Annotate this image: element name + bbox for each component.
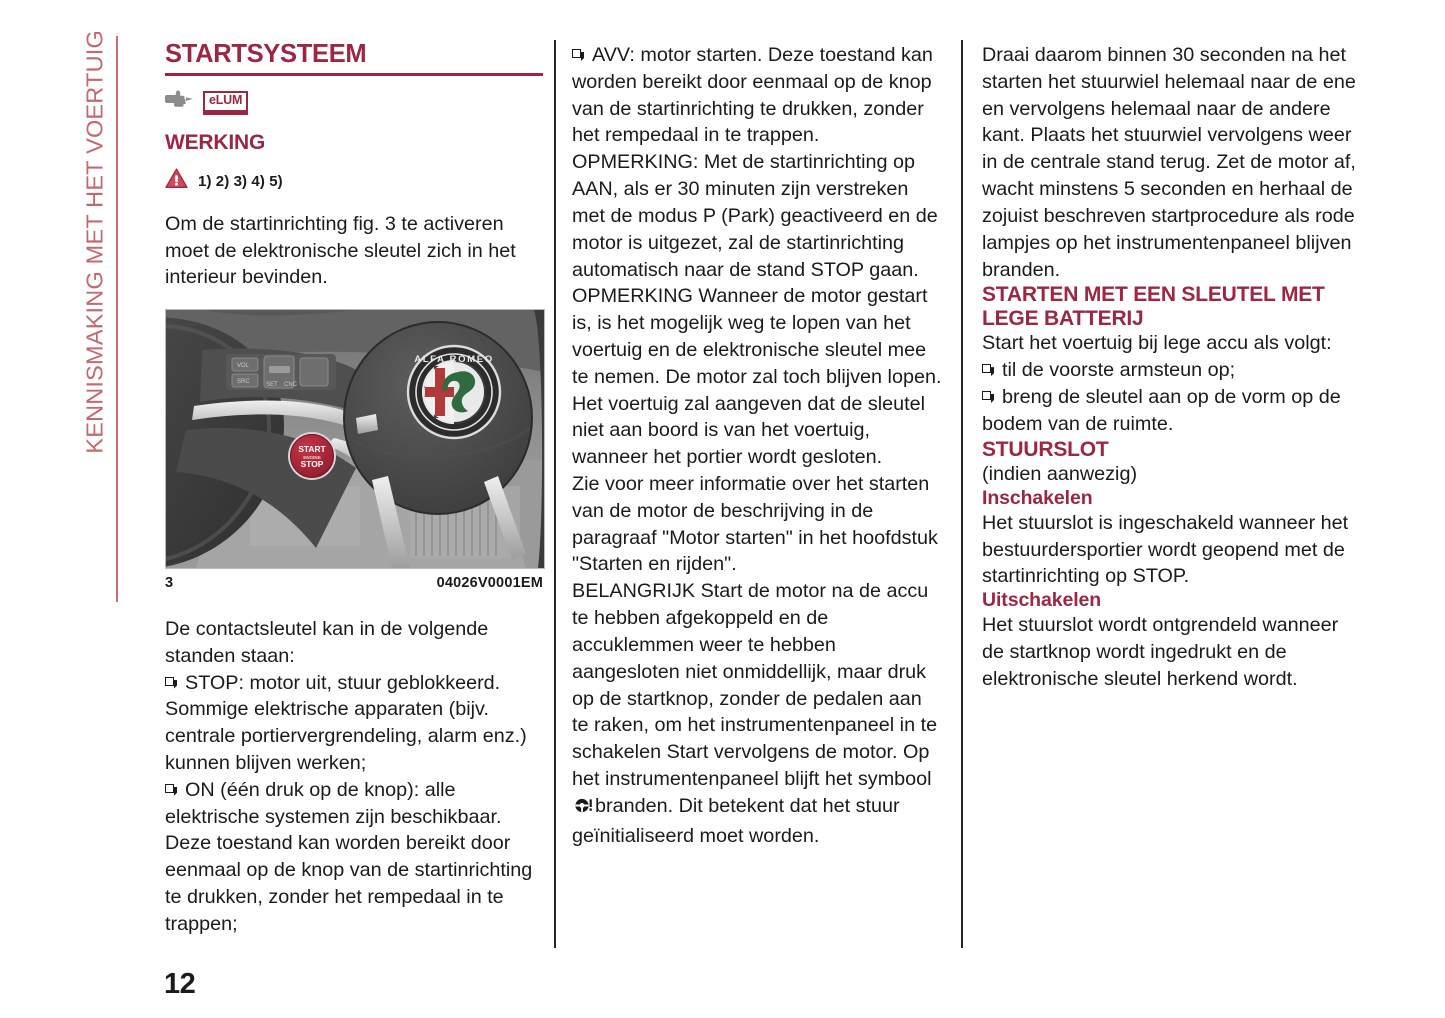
lege-bullet-1 (982, 357, 1357, 384)
important-text-part-2: branden. Dit betekent dat het stuur geïnitialiseerd moet worden. (572, 794, 900, 847)
important-text-part-1: BELANGRIJK Start de motor na de accu te hebben afgekoppeld en de accuklemmen weer te hebben aangesloten niet onmiddellijk, maar druk op de startknop, zonder de pedalen aan te raken, om het instrumentenpaneel in te schakelen Start vervolgens de motor. Op het instrumentenpaneel blijft het symbool (572, 580, 938, 790)
important-paragraph (572, 578, 942, 849)
figure-3 (165, 309, 543, 594)
svg-text:ALFA ROMEO: ALFA ROMEO (414, 354, 494, 366)
steering-wheel-illustration (166, 310, 544, 568)
figure-image (165, 309, 545, 569)
square-bullet-icon (165, 677, 178, 690)
warning-reference-row (165, 168, 543, 197)
pointing-hand-icon (165, 89, 195, 117)
stuurslot-subtitle: (indien aanwezig) (982, 463, 1138, 486)
bullet-on (165, 777, 543, 938)
svg-text:CNC: CNC (284, 382, 297, 389)
svg-text:SET: SET (266, 382, 278, 389)
figure-number: 3 (165, 575, 174, 592)
heading-starten-lege-batterij: STARTEN MET EEN SLEUTEL MET LEGE BATTERIJ (982, 283, 1325, 330)
note-paragraph-2: OPMERKING Wanneer de motor gestart is, is het mogelijk weg te lopen van het voertuig en de elektronische sleutel mee te nemen. De motor zal toch blijven lopen. Het voertuig zal aangeven dat de sleutel niet aan boord is van het voertuig, wanneer het portier wordt gesloten. (572, 285, 942, 469)
intro-paragraph: Om de startinrichting fig. 3 te activeren moet de elektronische sleutel zich in het interieur bevinden. (165, 212, 516, 289)
elum-badge[interactable]: eLUM (203, 91, 248, 115)
bullet-stop (165, 670, 543, 777)
steering-init-paragraph: Draai daarom binnen 30 seconden na het starten het stuurwiel helemaal naar de ene en vervolgens helemaal naar de andere kant. Plaats het stuurwiel vervolgens weer in de centrale stand terug. Zet de motor af, wacht minstens 5 seconden en herhaal de zojuist beschreven startprocedure als rode lampjes op het instrumentenpaneel blijven branden. (982, 44, 1356, 281)
column-one (165, 42, 543, 938)
lege-bullet-2-text: breng de sleutel aan op de vorm op de bodem van de ruimte. (982, 385, 1341, 435)
svg-text:ENGINE: ENGINE (303, 455, 321, 461)
figure-caption (165, 574, 543, 594)
column-divider-1 (554, 40, 556, 948)
alfa-romeo-logo (408, 346, 500, 438)
heading-uitschakelen: Uitschakelen (982, 589, 1102, 612)
chapter-title-vertical: KENNISMAKING MET HET VOERTUIG (81, 30, 108, 454)
elum-reference-row (165, 91, 543, 115)
section-heading-werking: WERKING (165, 130, 266, 154)
inschakelen-paragraph: Het stuurslot is ingeschakeld wanneer het bestuurdersportier wordt geopend met de startinrichting op STOP. (982, 511, 1349, 588)
start-stop-button (288, 432, 336, 480)
svg-text:STOP: STOP (300, 459, 324, 470)
warning-reference-list: 1) 2) 3) 4) 5) (198, 173, 283, 191)
page-number: 12 (164, 968, 196, 1000)
column-three (982, 42, 1357, 692)
warning-triangle-icon (165, 168, 188, 197)
svg-text:VOL: VOL (237, 363, 250, 370)
column-divider-2 (961, 40, 963, 948)
steering-wheel-warning-icon (574, 796, 593, 823)
heading-stuurslot: STUURSLOT (982, 437, 1109, 461)
bullet-on-text: ON (één druk op de knop): alle elektrische systemen zijn beschikbaar. Deze toestand kan worden bereikt door eenmaal op de knop van de startinrichting te drukken, zonder het rempedaal in te trappen; (165, 778, 533, 935)
heading-inschakelen: Inschakelen (982, 486, 1093, 509)
square-bullet-icon (572, 49, 585, 62)
svg-text:SRC: SRC (237, 379, 250, 386)
figure-code: 04026V0001EM (436, 575, 543, 592)
bullet-avv (572, 42, 942, 149)
bullet-stop-text: STOP: motor uit, stuur geblokkeerd. Sommige elektrische apparaten (bijv. centrale portiervergrendeling, alarm enz.) kunnen blijven werken; (165, 671, 527, 774)
page-title: STARTSYSTEEM (165, 42, 543, 76)
bullet-avv-text: AVV: motor starten. Deze toestand kan worden bereikt door eenmaal op de knop van de startinrichting te drukken, zonder het rempedaal in te trappen. (572, 44, 933, 147)
square-bullet-icon (165, 784, 178, 797)
lege-bullet-1-text: til de voorste armsteun op; (1002, 359, 1236, 382)
uitschakelen-paragraph: Het stuurslot wordt ontgrendeld wanneer de startknop wordt ingedrukt en de elektronische sleutel herkend wordt. (982, 614, 1339, 690)
note-paragraph-1: OPMERKING: Met de startinrichting op AAN, als er 30 minuten zijn verstreken met de modus P (Park) geactiveerd en de motor is uitgezet, zal de startinrichting automatisch naar de stand STOP gaan. (572, 151, 938, 281)
square-bullet-icon (982, 364, 995, 377)
contactsleutel-lead: De contactsleutel kan in de volgende standen staan: (165, 617, 489, 667)
lege-bullet-2 (982, 384, 1357, 438)
svg-text:START: START (298, 444, 326, 455)
lege-accu-lead: Start het voertuig bij lege accu als volgt: (982, 332, 1332, 355)
chapter-side-tab (72, 30, 118, 605)
note-paragraph-3: Zie voor meer informatie over het starten van de motor de beschrijving in de paragraaf "Motor starten" in het hoofdstuk "Starten en rijden". (572, 473, 938, 576)
column-two (572, 42, 942, 849)
square-bullet-icon (982, 391, 995, 404)
side-tab-rule (116, 36, 118, 602)
